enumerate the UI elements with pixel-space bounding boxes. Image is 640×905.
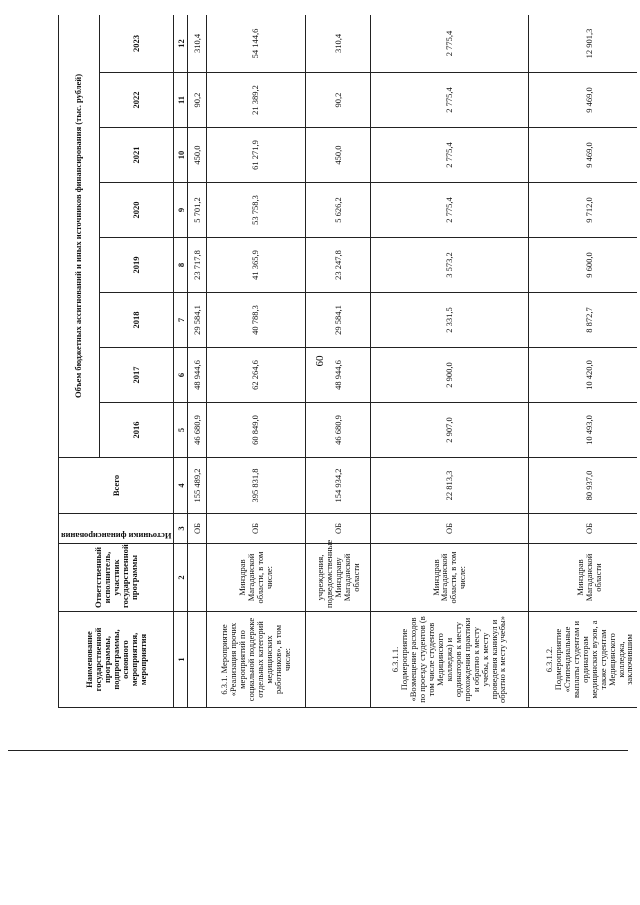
row-year-value-2020: 5 626,2 <box>306 183 371 238</box>
row-year-value-2019: 23 247,8 <box>306 238 371 293</box>
page-separator-line <box>8 750 628 751</box>
row-year-value-2018: 40 788,3 <box>206 293 306 348</box>
column-number: 6 <box>174 348 188 403</box>
row-year-value-2021: 2 775,4 <box>370 128 528 183</box>
row-year-value-2021: 61 271,9 <box>206 128 306 183</box>
row-year-value-2021: 450,0 <box>188 128 206 183</box>
header-year-2022: 2022 <box>99 73 174 128</box>
header-year-2023: 2023 <box>99 15 174 73</box>
row-source-cell: ОБ <box>370 514 528 544</box>
row-year-value-2023: 310,4 <box>188 15 206 73</box>
column-number: 5 <box>174 403 188 458</box>
row-executor-cell: Минздрав Магаданской области, в том числе: <box>370 544 528 612</box>
row-year-value-2018: 29 584,1 <box>188 293 206 348</box>
row-year-value-2017: 2 900,0 <box>370 348 528 403</box>
column-number: 4 <box>174 458 188 514</box>
column-number: 7 <box>174 293 188 348</box>
row-year-value-2019: 3 573,2 <box>370 238 528 293</box>
column-number: 2 <box>174 544 188 612</box>
header-funding-group: Объем бюджетных ассигнований и иных источников финансирования (тыс. рублей) <box>59 15 100 458</box>
row-year-value-2018: 29 584,1 <box>306 293 371 348</box>
table-row <box>206 15 306 708</box>
row-year-value-2016: 10 493,0 <box>528 403 637 458</box>
row-total-cell: 22 813,3 <box>370 458 528 514</box>
row-name-cell: 6.3.1.2. Подмероприятие «Стипендиальные выплаты студентам и ординаторам медицинских вузов, а также студентам Медицинского колледжа, заключившим <box>528 612 637 708</box>
budget-table <box>58 15 637 708</box>
header-year-2019: 2019 <box>99 238 174 293</box>
row-year-value-2023: 310,4 <box>306 15 371 73</box>
row-source-cell: ОБ <box>188 514 206 544</box>
column-number: 12 <box>174 15 188 73</box>
row-year-value-2022: 90,2 <box>306 73 371 128</box>
header-year-2020: 2020 <box>99 183 174 238</box>
row-executor-cell <box>188 544 206 612</box>
header-year-2018: 2018 <box>99 293 174 348</box>
row-year-value-2018: 2 331,5 <box>370 293 528 348</box>
row-year-value-2021: 9 469,0 <box>528 128 637 183</box>
row-year-value-2020: 5 701,2 <box>188 183 206 238</box>
page-number: 60 <box>314 355 326 367</box>
row-year-value-2023: 2 775,4 <box>370 15 528 73</box>
header-year-2021: 2021 <box>99 128 174 183</box>
row-year-value-2016: 60 849,0 <box>206 403 306 458</box>
row-year-value-2023: 12 901,3 <box>528 15 637 73</box>
column-number: 9 <box>174 183 188 238</box>
header-source-label: Источники финансирования <box>61 531 172 541</box>
row-name-cell: 6.3.1.1. Подмероприятие «Возмещение расходов по проезду студентов (в том числе студентов Медицинского колледжа) и ординаторов к месту прохождения практики и обратно к месту учебы, к месту проведения каникул и обратно к месту учебы» <box>370 612 528 708</box>
column-number: 3 <box>174 514 188 544</box>
row-year-value-2016: 46 680,9 <box>188 403 206 458</box>
column-number: 8 <box>174 238 188 293</box>
row-year-value-2017: 10 420,0 <box>528 348 637 403</box>
row-executor-cell: учреждения, подведомственные Минздраву Магаданской области <box>306 544 371 612</box>
row-total-cell: 154 934,2 <box>306 458 371 514</box>
row-name-cell <box>306 612 371 708</box>
row-year-value-2019: 9 600,0 <box>528 238 637 293</box>
row-year-value-2022: 9 469,0 <box>528 73 637 128</box>
header-year-2016: 2016 <box>99 403 174 458</box>
row-year-value-2023: 54 144,6 <box>206 15 306 73</box>
table-row <box>188 15 206 708</box>
column-number: 10 <box>174 128 188 183</box>
row-year-value-2017: 48 944,6 <box>306 348 371 403</box>
row-year-value-2022: 90,2 <box>188 73 206 128</box>
column-number: 11 <box>174 73 188 128</box>
row-year-value-2018: 8 872,7 <box>528 293 637 348</box>
row-total-cell: 155 489,2 <box>188 458 206 514</box>
row-executor-cell: Минздрав Магаданской области, в том числе: <box>206 544 306 612</box>
row-name-cell: 6.3.1. Мероприятие «Реализация прочих мероприятий по социальной поддержке отдельных категорий медицинских работников», в том числе: <box>206 612 306 708</box>
row-source-cell: ОБ <box>528 514 637 544</box>
table-row <box>370 15 528 708</box>
row-year-value-2022: 21 389,2 <box>206 73 306 128</box>
row-year-value-2020: 2 775,4 <box>370 183 528 238</box>
header-executor: Ответственный исполнитель, участник государственной программы <box>59 544 174 612</box>
row-year-value-2017: 62 264,6 <box>206 348 306 403</box>
row-year-value-2019: 41 365,9 <box>206 238 306 293</box>
row-year-value-2019: 23 717,8 <box>188 238 206 293</box>
table-row <box>306 15 371 708</box>
column-number: 1 <box>174 612 188 708</box>
row-year-value-2017: 48 944,6 <box>188 348 206 403</box>
row-source-cell: ОБ <box>206 514 306 544</box>
row-year-value-2021: 450,0 <box>306 128 371 183</box>
row-executor-cell: Минздрав Магаданской области <box>528 544 637 612</box>
row-year-value-2016: 46 680,9 <box>306 403 371 458</box>
header-total: Всего <box>59 458 174 514</box>
row-total-cell: 80 937,0 <box>528 458 637 514</box>
header-name: Наименование государственной программы, подпрограммы, основного мероприятия, мероприятия <box>59 612 174 708</box>
row-name-cell <box>188 612 206 708</box>
row-year-value-2016: 2 907,0 <box>370 403 528 458</box>
header-year-2017: 2017 <box>99 348 174 403</box>
budget-table-wrapper <box>58 15 637 708</box>
table-row <box>528 15 637 708</box>
header-source <box>59 514 174 544</box>
row-source-cell: ОБ <box>306 514 371 544</box>
row-year-value-2022: 2 775,4 <box>370 73 528 128</box>
row-year-value-2020: 53 758,3 <box>206 183 306 238</box>
row-total-cell: 395 831,8 <box>206 458 306 514</box>
row-year-value-2020: 9 712,0 <box>528 183 637 238</box>
